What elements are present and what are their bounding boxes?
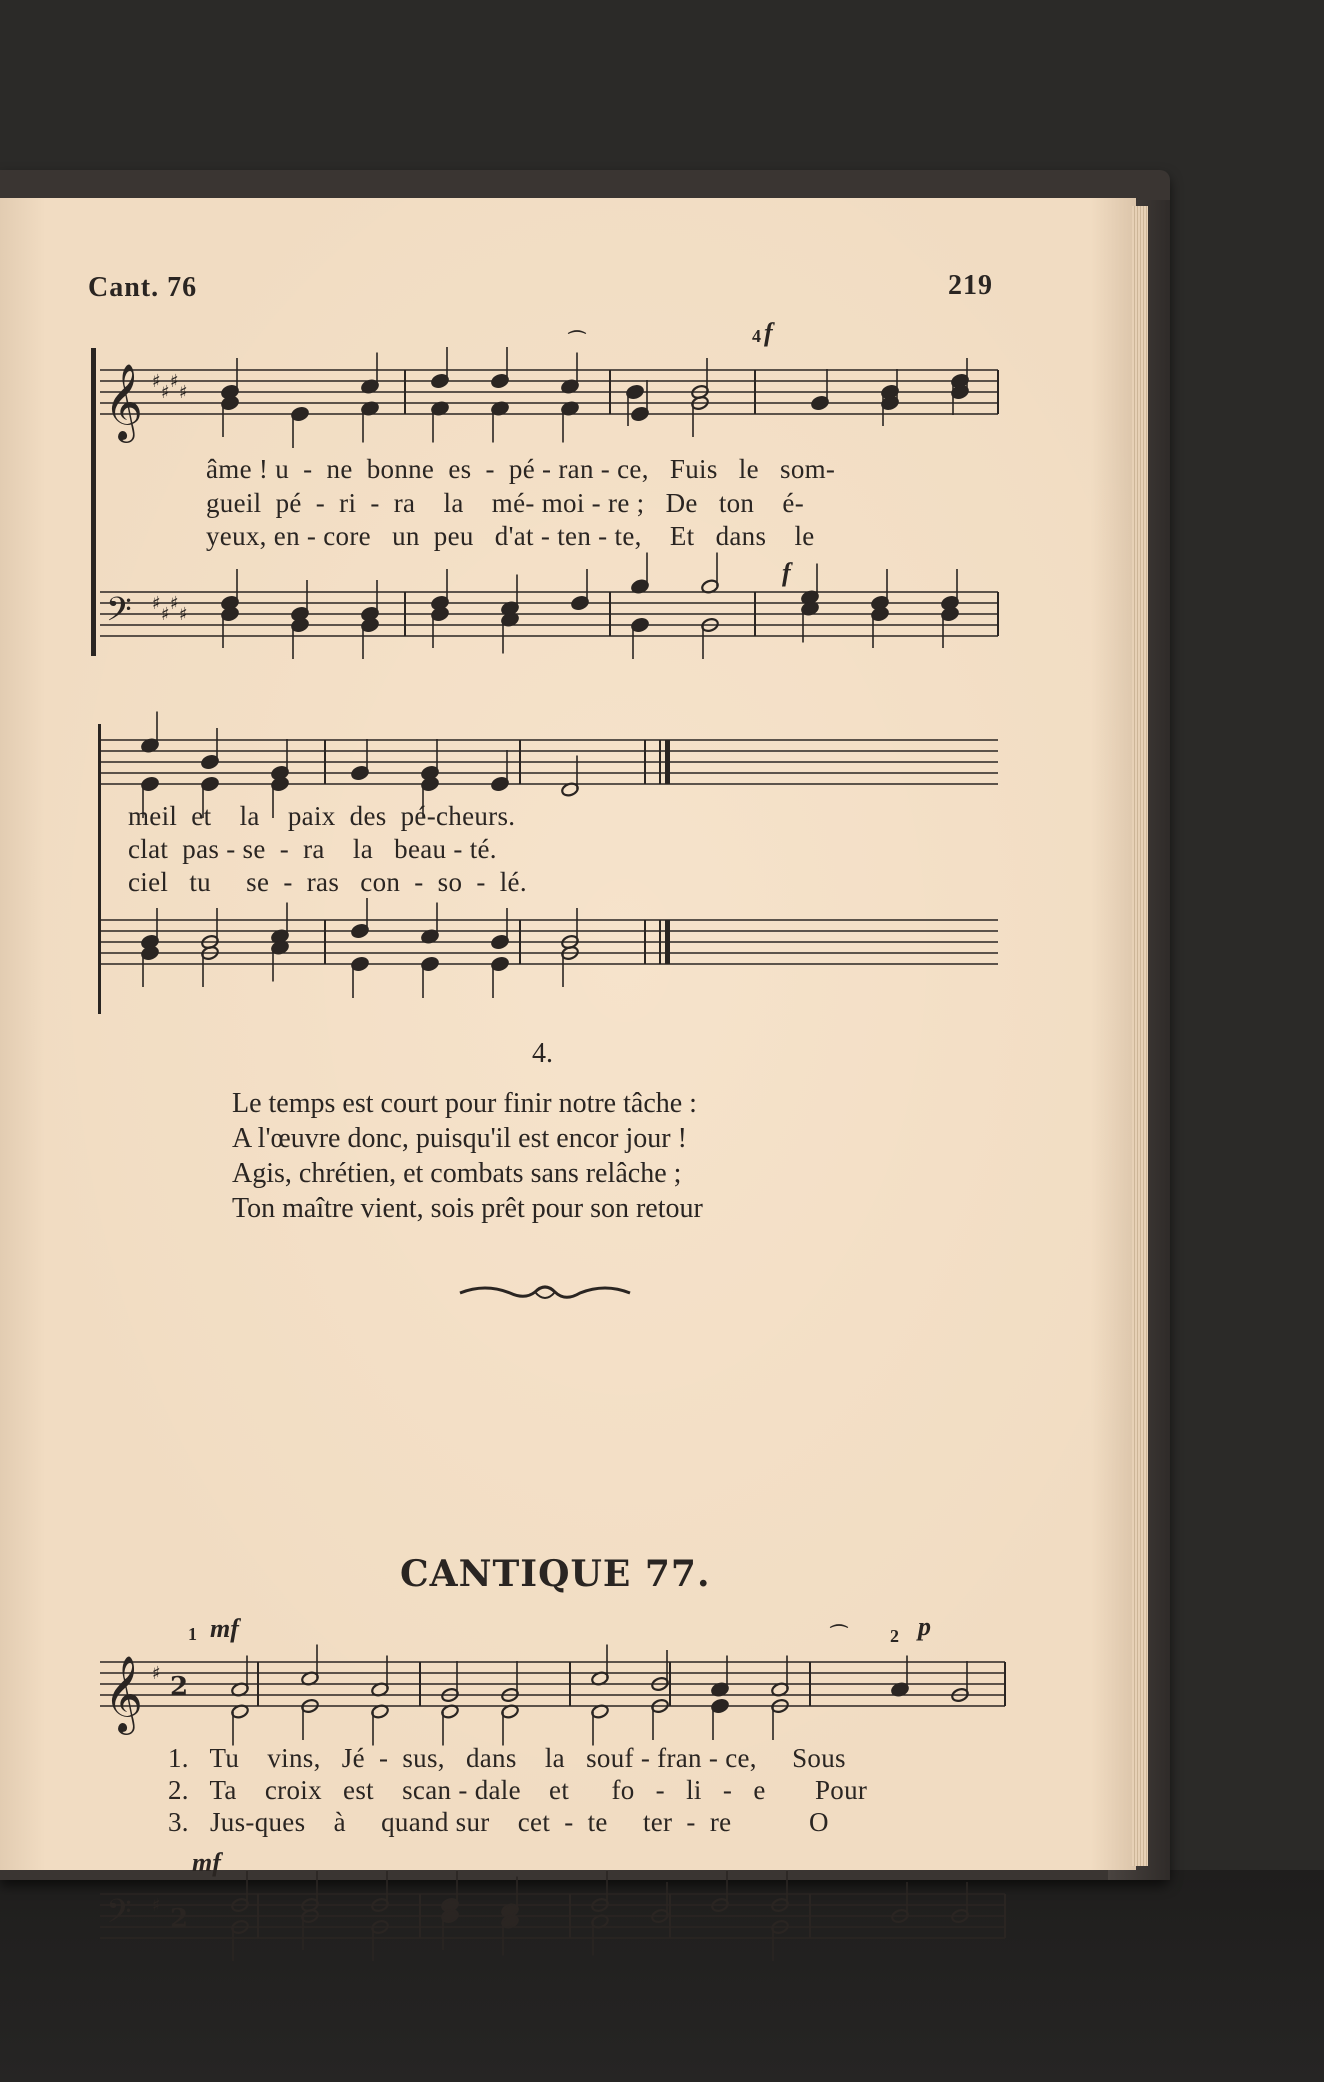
time-signature: 2 (170, 1904, 189, 1934)
fermata-mark: ⌒ (568, 330, 586, 350)
lyric-line-3: yeux, en - core un peu d'at - ten - te, Et dans le (206, 521, 815, 551)
lyric-line-1: âme ! u - ne bonne es - pé - ran - ce, Fuis le som- (206, 454, 836, 484)
fermata-mark-77: ⌒ (830, 1624, 848, 1644)
book-page (0, 198, 1136, 1939)
hymn77-lyric-1: 1. Tu vins, Jé - sus, dans la souf - fran - ce, Sous (168, 1743, 846, 1773)
hymn77-lyric-3: 3. Jus-ques à quand sur cet - te ter - re O (168, 1807, 829, 1837)
hymn77-lyric-2: 2. Ta croix est scan - dale et fo - li - e Pour (168, 1775, 868, 1805)
ornament-divider (455, 1278, 635, 1308)
page-number: 219 (948, 270, 993, 301)
dynamic-forte-top: f (764, 318, 773, 347)
sharp-icon: ♯ (152, 371, 161, 392)
dynamic-forte-bass: f (782, 558, 791, 587)
hymn77-bass-staff (100, 1854, 1020, 1974)
sharp-icon: ♯ (170, 371, 179, 392)
stanza-line-2: A l'œuvre donc, puisqu'il est encor jour ! (232, 1123, 687, 1154)
measure-number-top: 4 (752, 326, 761, 346)
hymn77-treble-staff (100, 1638, 1020, 1748)
treble-clef-icon: 𝄞 (104, 363, 144, 440)
system2-bass-staff (100, 898, 1000, 1008)
sharp-icon: ♯ (179, 604, 188, 625)
sharp-icon: ♯ (170, 593, 179, 614)
system1-bass-staff (100, 550, 1000, 680)
treble-clef-icon: 𝄞 (104, 1655, 144, 1732)
lyric-line-5: clat pas - se - ra la beau - té. (128, 834, 497, 864)
time-signature: 2 (170, 1672, 189, 1702)
final-bar (665, 920, 670, 964)
sharp-icon: ♯ (152, 1895, 161, 1916)
stanza-line-4: Ton maître vient, sois prêt pour son retour (232, 1193, 703, 1224)
lyric-line-2: gueil pé - ri - ra la mé- moi - re ; De ton é- (206, 488, 805, 518)
stanza-line-3: Agis, chrétien, et combats sans relâche ; (232, 1158, 682, 1189)
stanza-line-1: Le temps est court pour finir notre tâche : (232, 1088, 697, 1119)
sharp-icon: ♯ (152, 1663, 161, 1684)
dynamic-mf-top: mf (210, 1614, 239, 1643)
running-header-left: Cant. 76 (88, 272, 198, 303)
bass-clef-icon: 𝄢 (106, 1893, 132, 1939)
sharp-icon: ♯ (179, 382, 188, 403)
stanza-number: 4. (532, 1038, 553, 1069)
hymn-title: CANTIQUE 77. (400, 1553, 711, 1595)
dynamic-mf-bass: mf (192, 1848, 221, 1877)
dynamic-p: p (918, 1612, 931, 1641)
final-bar (665, 740, 670, 784)
sharp-icon: ♯ (161, 604, 170, 625)
sharp-icon: ♯ (161, 382, 170, 403)
lyric-line-4: meil et la paix des pé-cheurs. (128, 801, 516, 831)
bass-clef-icon: 𝄢 (106, 591, 132, 637)
measure-number-1: 1 (188, 1624, 197, 1644)
measure-number-2: 2 (890, 1626, 899, 1646)
page-edges (1132, 206, 1148, 1866)
lyric-line-6: ciel tu se - ras con - so - lé. (128, 867, 527, 897)
sharp-icon: ♯ (152, 593, 161, 614)
